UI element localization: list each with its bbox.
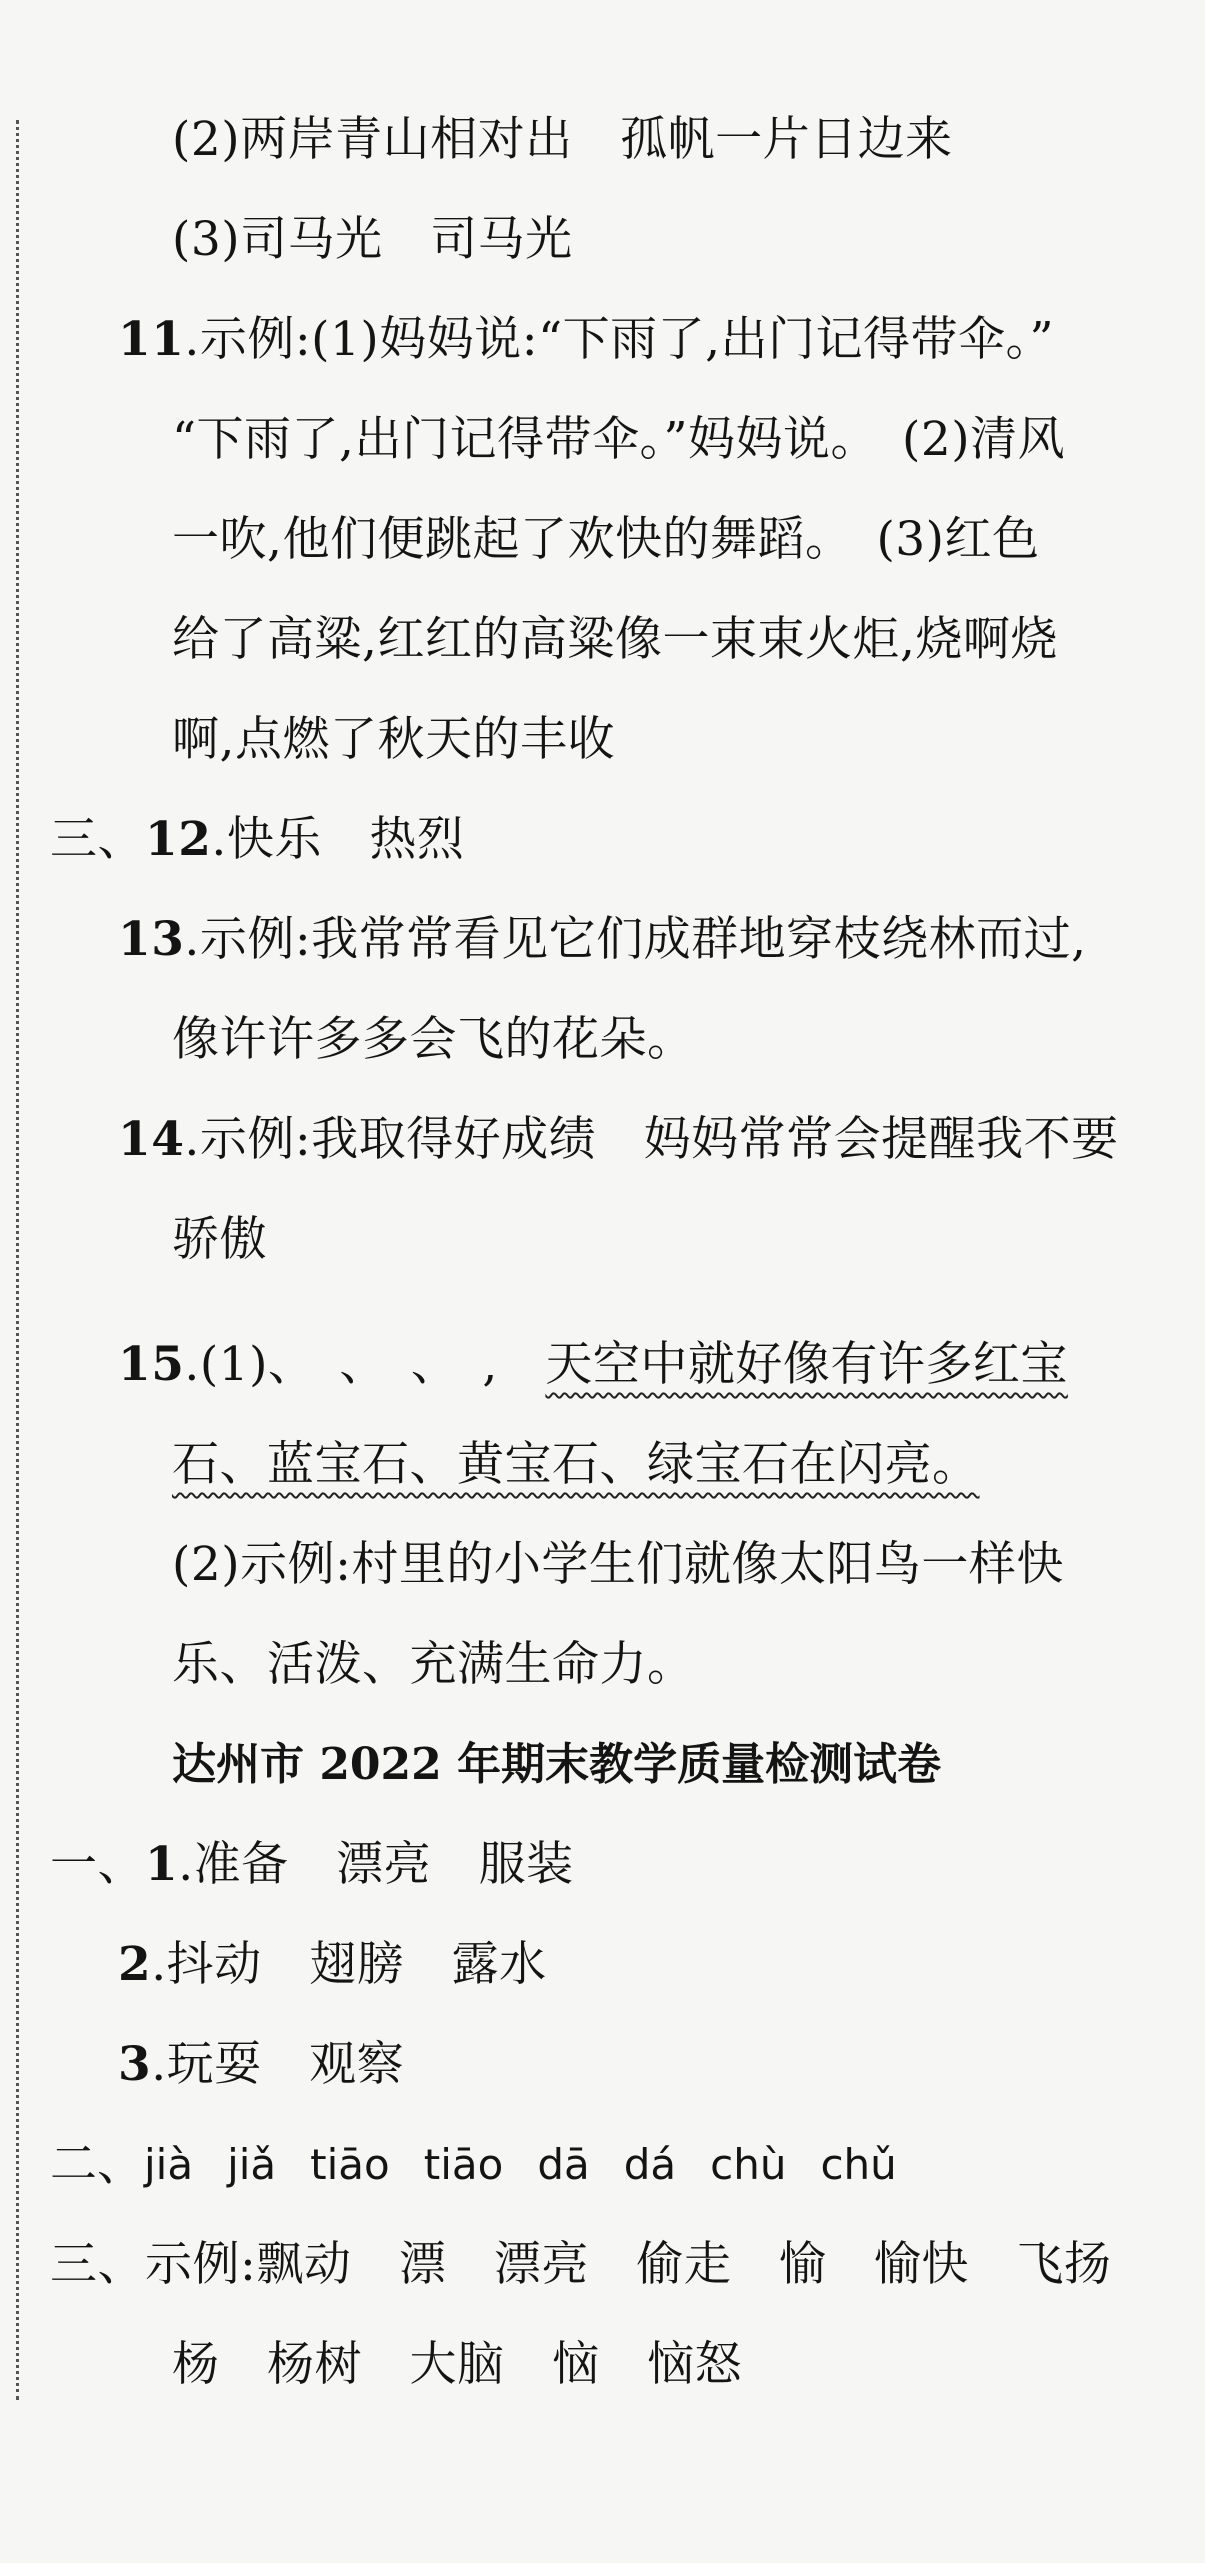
answer-line: 啊,点燃了秋天的丰收	[172, 712, 615, 767]
answer-text: .玩耍 观察	[151, 2037, 405, 2092]
pinyin-item: dá	[623, 2140, 677, 2189]
question-number: 12	[145, 812, 212, 867]
question-14-line	[118, 1110, 1119, 1170]
question-number: 3	[118, 2037, 152, 2092]
answer-text: .示例:我取得好成绩 妈妈常常会提醒我不要	[184, 1112, 1119, 1167]
pinyin-item: jià	[144, 2140, 194, 2189]
answer-line	[172, 1435, 980, 1495]
question-13-line	[118, 910, 1087, 970]
question-number: 15	[118, 1337, 185, 1392]
question-number: 14	[118, 1112, 185, 1167]
pinyin-item: tiāo	[423, 2140, 504, 2189]
answer-line: 像许许多多会飞的花朵。	[172, 1012, 695, 1067]
answer-line: 杨 杨树 大脑 恼 恼怒	[172, 2337, 742, 2392]
answer-line: 乐、活泼、充满生命力。	[172, 1637, 695, 1692]
answer-line: (2)两岸青山相对出 孤帆一片日边来	[172, 112, 953, 167]
answer-line: 一吹,他们便跳起了欢快的舞蹈。 (3)红色	[172, 512, 1040, 567]
answer-line: “下雨了,出门记得带伞。”妈妈说。 (2)清风	[172, 412, 1066, 467]
wavy-underlined-text: 石、蓝宝石、黄宝石、绿宝石在闪亮。	[172, 1437, 980, 1492]
question-11-line	[118, 310, 1054, 370]
answer-text: .示例:我常常看见它们成群地穿枝绕林而过,	[184, 912, 1087, 967]
question-number: 11	[118, 312, 185, 367]
pinyin-item: chù	[710, 2140, 787, 2189]
part3-line	[118, 2035, 404, 2095]
binding-dotted-line	[16, 120, 19, 2400]
pinyin-item: tiāo	[310, 2140, 390, 2189]
section-prefix: 一、	[50, 1837, 145, 1892]
question-12-line	[50, 810, 464, 870]
answer-line: 三、示例:飘动 漂 漂亮 偷走 愉 愉快 飞扬	[50, 2237, 1112, 2292]
question-number: 2	[118, 1937, 152, 1992]
question-15-line	[118, 1335, 1068, 1395]
answer-line: 骄傲	[172, 1212, 267, 1267]
pinyin-item: chǔ	[820, 2140, 897, 2189]
answer-text: .准备 漂亮 服装	[178, 1837, 574, 1892]
part2-line	[118, 1935, 547, 1995]
answer-text: .示例:(1)妈妈说:“下雨了,出门记得带伞。”	[184, 312, 1055, 367]
section-prefix: 二、	[50, 2137, 144, 2192]
pinyin-item: dā	[537, 2140, 590, 2189]
question-number: 1	[145, 1837, 179, 1892]
pinyin-item: jiǎ	[227, 2140, 277, 2189]
wavy-underlined-text: 天空中就好像有许多红宝	[545, 1337, 1068, 1392]
answer-line: 给了高粱,红红的高粱像一束束火炬,烧啊烧	[172, 612, 1058, 667]
part1-line	[50, 1835, 574, 1895]
answer-text: .抖动 翅膀 露水	[151, 1937, 547, 1992]
exam-title: 达州市 2022 年期末教学质量检测试卷	[172, 1739, 942, 1790]
answer-text: .(1)、 、 、 ,	[184, 1337, 546, 1392]
question-number: 13	[118, 912, 185, 967]
answer-line: (2)示例:村里的小学生们就像太阳鸟一样快	[172, 1537, 1064, 1592]
answer-line: (3)司马光 司马光	[172, 212, 573, 267]
answer-text: .快乐 热烈	[211, 812, 465, 867]
pinyin-line	[50, 2135, 897, 2195]
section-prefix: 三、	[50, 812, 145, 867]
